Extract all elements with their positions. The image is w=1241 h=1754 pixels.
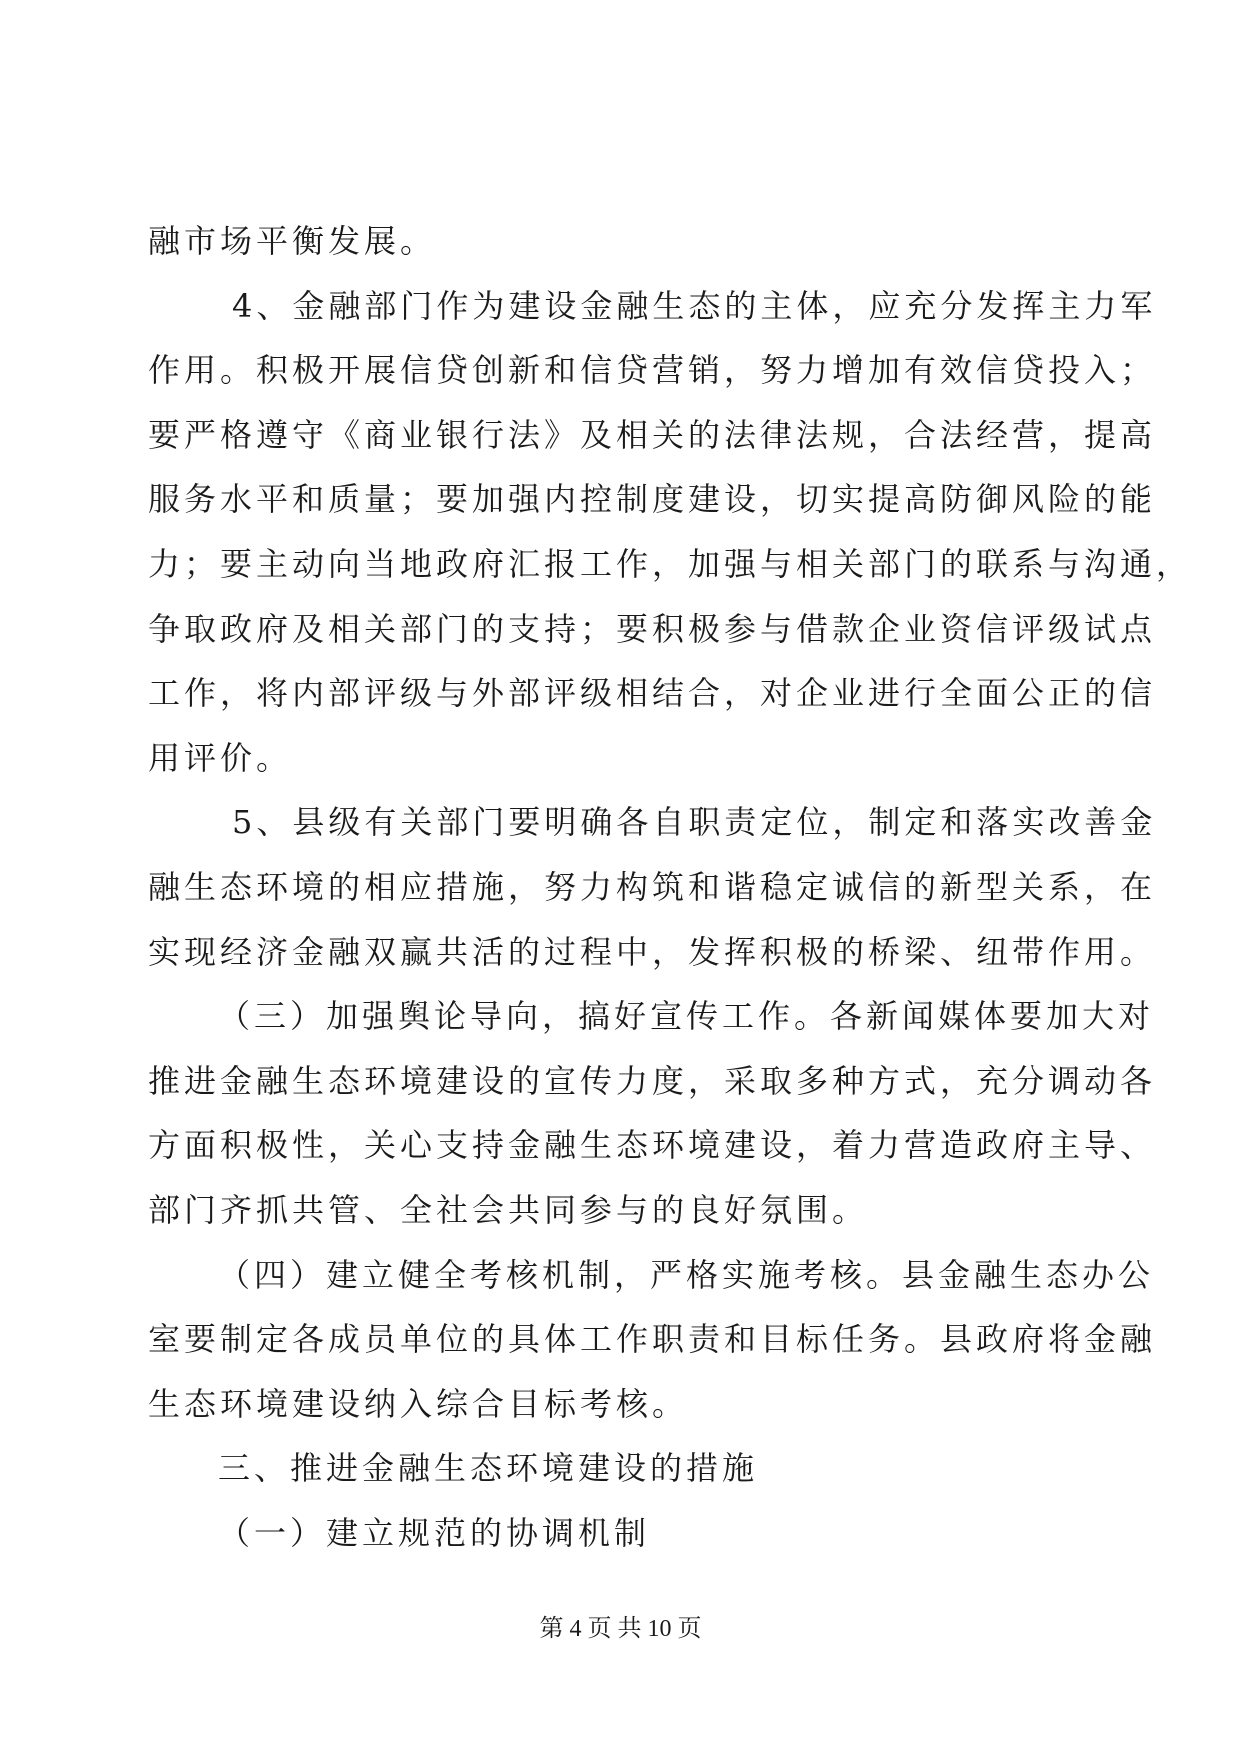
text-line: 力；要主动向当地政府汇报工作，加强与相关部门的联系与沟通， [148,544,1193,583]
text-line: 服务水平和质量；要加强内控制度建设，切实提高防御风险的能 [148,480,1157,519]
text-line: 工作，将内部评级与外部评级相结合，对企业进行全面公正的信 [148,674,1157,713]
section-4-paragraph-start: （四）建立健全考核机制，严格实施考核。县金融生态办公 [218,1255,1155,1294]
text-line: 融生态环境的相应措施，努力构筑和谐稳定诚信的新型关系，在 [148,867,1157,906]
section-3-paragraph-start: （三）加强舆论导向，搞好宣传工作。各新闻媒体要加大对 [218,997,1155,1036]
text-line: 实现经济金融双赢共活的过程中，发挥积极的桥梁、纽带作用。 [148,932,1157,971]
text-line: 用评价。 [148,738,293,777]
text-line: 作用。积极开展信贷创新和信贷营销，努力增加有效信贷投入； [148,351,1157,390]
section-heading: 三、推进金融生态环境建设的措施 [218,1449,759,1488]
text-line: 要严格遵守《商业银行法》及相关的法律法规，合法经营，提高 [148,415,1157,454]
text-line: 争取政府及相关部门的支持；要积极参与借款企业资信评级试点 [148,609,1157,648]
text-line: 生态环境建设纳入综合目标考核。 [148,1384,689,1423]
paragraph-5-start: 5、县级有关部门要明确各自职责定位，制定和落实改善金 [232,803,1157,842]
document-body [148,209,1193,1565]
text-line: 室要制定各成员单位的具体工作职责和目标任务。县政府将金融 [148,1320,1157,1359]
text-line: 推进金融生态环境建设的宣传力度，采取多种方式，充分调动各 [148,1061,1157,1100]
text-line: 部门齐抓共管、全社会共同参与的良好氛围。 [148,1190,869,1229]
text-line: 方面积极性，关心支持金融生态环境建设，着力营造政府主导、 [148,1126,1157,1165]
text-line: 融市场平衡发展。 [148,222,437,260]
subsection-heading: （一）建立规范的协调机制 [218,1513,651,1552]
page-footer: 第 4 页 共 10 页 [539,1616,702,1642]
paragraph-4-start: 4、金融部门作为建设金融生态的主体，应充分发挥主力军 [232,286,1157,325]
